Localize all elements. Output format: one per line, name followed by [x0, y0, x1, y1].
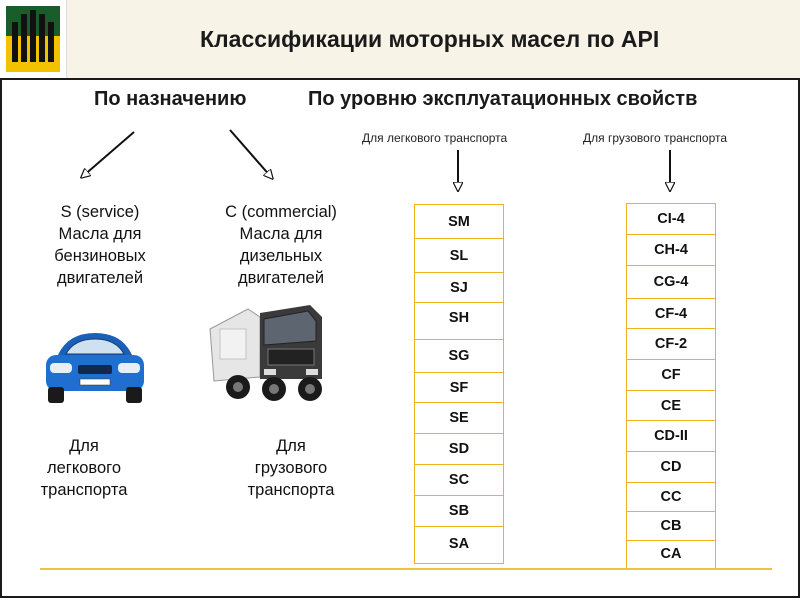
category-c-line: двигателей — [237, 269, 325, 287]
class-cell: SB — [415, 495, 503, 526]
category-s-line: двигателей — [56, 269, 144, 287]
class-cell: CG-4 — [627, 265, 715, 298]
divider-line — [40, 568, 772, 570]
category-c-line: дизельных — [239, 247, 323, 265]
gasoline-classes-column — [414, 204, 504, 564]
class-cell: CH-4 — [627, 234, 715, 265]
category-s-code: S (service) — [60, 203, 140, 221]
category-s — [20, 201, 180, 289]
class-cell: CF — [627, 359, 715, 390]
class-cell: SM — [448, 213, 470, 230]
truck-image — [198, 295, 338, 410]
label-passenger-transport: Для легкового транспорта — [362, 131, 508, 145]
category-s-line: Масла для — [58, 225, 142, 243]
class-cell: SG — [415, 339, 503, 372]
category-s-line: бензиновых — [54, 247, 146, 265]
caption-car-line: транспорта — [40, 481, 128, 499]
class-cell: SE — [415, 402, 503, 433]
class-cell: CC — [627, 482, 715, 511]
category-c — [196, 201, 366, 289]
page-title: Классификации моторных масел по API — [200, 26, 660, 52]
category-c-code: C (commercial) — [225, 203, 337, 221]
class-cell: SD — [415, 433, 503, 464]
class-cell: CE — [627, 390, 715, 420]
class-cell: SH — [415, 302, 503, 333]
class-cell: CI-4 — [657, 211, 685, 227]
class-cell: CF-4 — [627, 298, 715, 328]
caption-car — [20, 435, 148, 501]
class-cell: CD-II — [627, 420, 715, 451]
label-truck-transport: Для грузового транспорта — [583, 131, 728, 145]
caption-truck-line: грузового — [254, 459, 328, 477]
passenger-car-image — [40, 325, 150, 410]
class-cell: CF-2 — [627, 328, 715, 359]
class-cell: CB — [627, 511, 715, 540]
class-cell: SL — [415, 238, 503, 272]
diesel-classes-column — [626, 203, 716, 570]
category-c-line: Масла для — [239, 225, 323, 243]
class-cell: SC — [415, 464, 503, 495]
caption-truck-line: Для — [276, 437, 306, 455]
heading-by-performance: По уровню эксплуатационных свойств — [308, 88, 698, 110]
class-cell: CD — [627, 451, 715, 482]
class-cell: SF — [415, 372, 503, 402]
arrow-to-s-icon — [82, 132, 134, 177]
caption-truck — [226, 435, 356, 501]
arrow-to-c-icon — [230, 130, 272, 178]
caption-car-line: Для — [69, 437, 99, 455]
caption-truck-line: транспорта — [247, 481, 335, 499]
caption-car-line: легкового — [47, 459, 121, 477]
class-cell: CA — [627, 540, 715, 567]
class-cell: SA — [415, 526, 503, 561]
class-cell: SJ — [415, 272, 503, 302]
heading-by-purpose: По назначению — [94, 88, 247, 110]
